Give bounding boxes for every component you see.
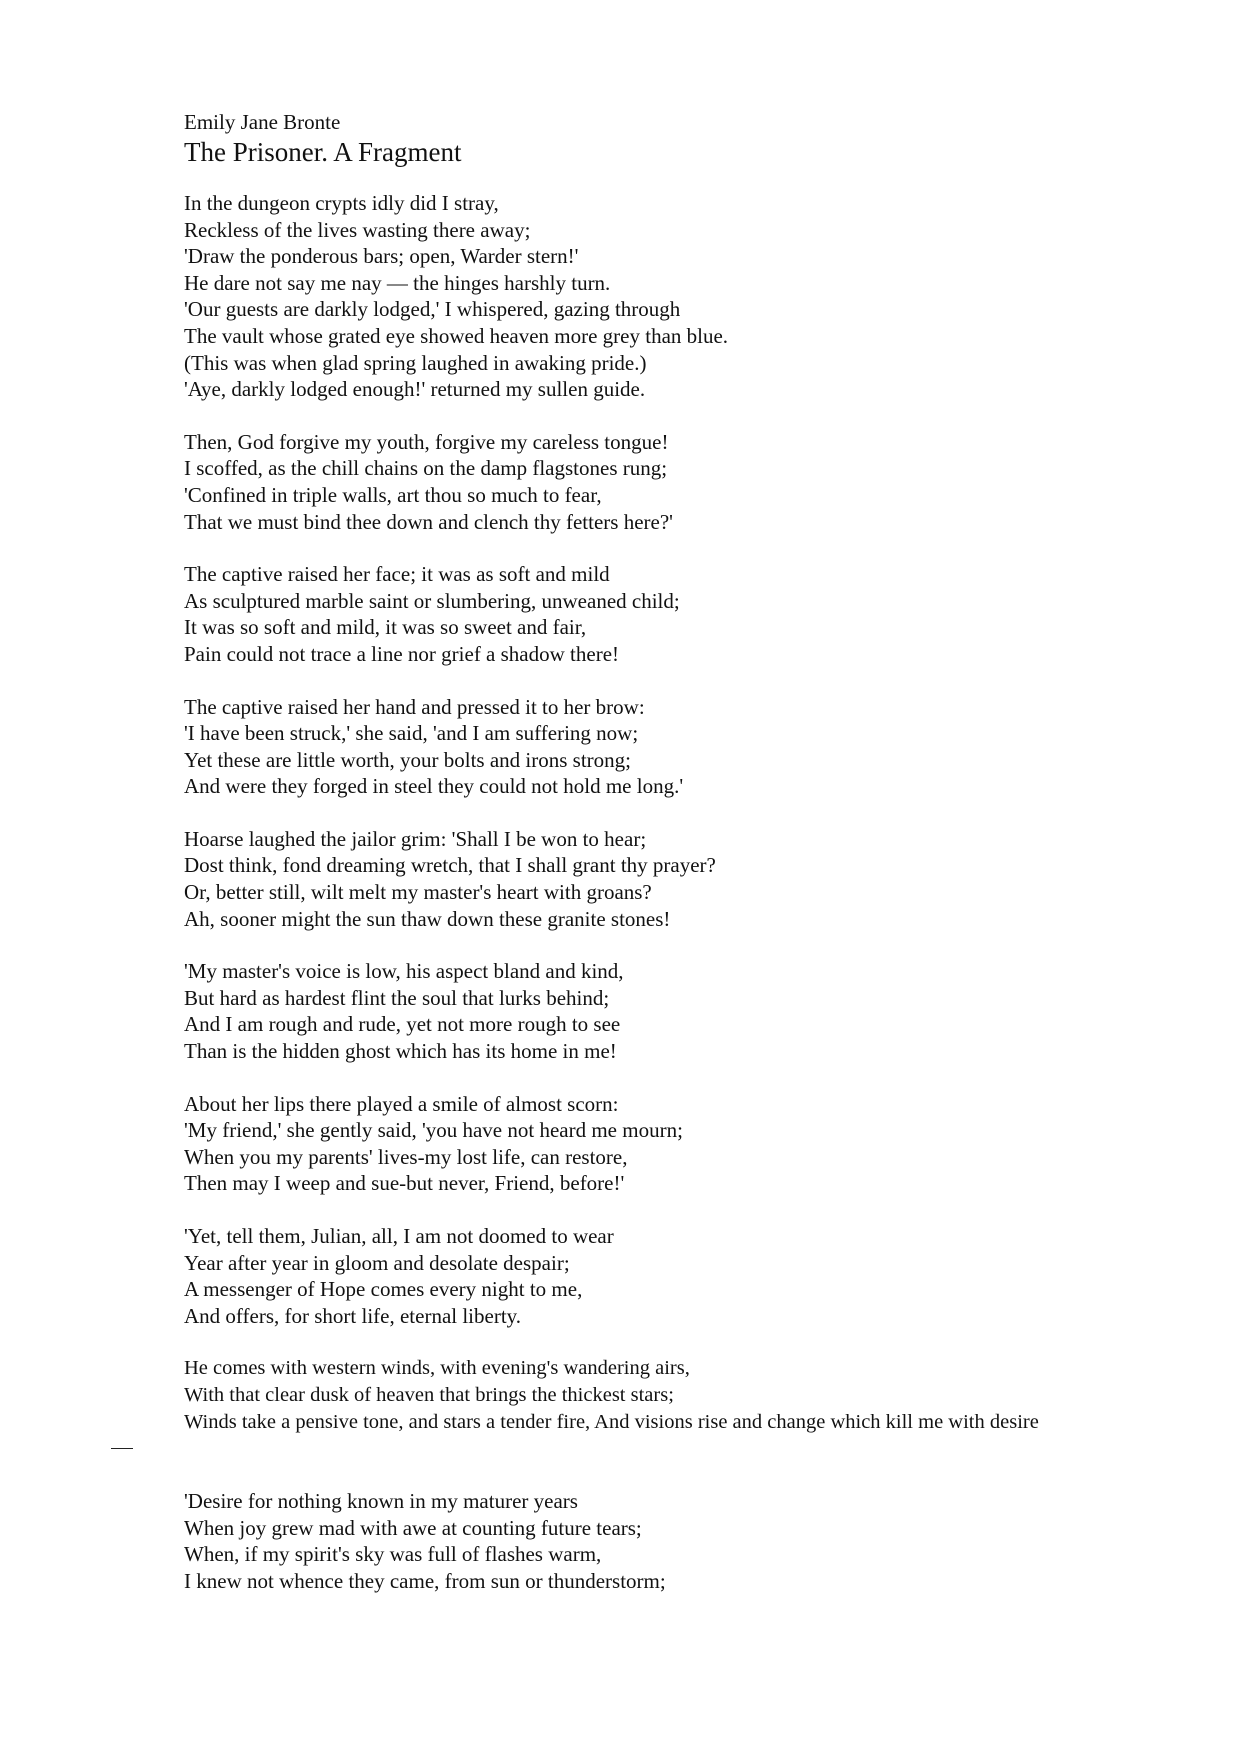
author-name: Emily Jane Bronte	[184, 110, 341, 134]
poem-page	[184, 109, 1224, 1621]
poem-line: The captive raised her hand and pressed it to her brow:	[184, 694, 645, 719]
poem-line: I scoffed, as the chill chains on the damp flagstones rung;	[184, 456, 668, 481]
poem-line: Reckless of the lives wasting there away;	[184, 217, 531, 242]
poem-line: With that clear dusk of heaven that brings the thickest stars;	[184, 1383, 674, 1406]
stanza	[184, 429, 1224, 535]
poem-line: 'Confined in triple walls, art thou so much to fear,	[184, 482, 602, 507]
poem-line: That we must bind thee down and clench thy fetters here?'	[184, 509, 673, 534]
margin-dash	[111, 1448, 133, 1449]
poem-line: He comes with western winds, with evening's wandering airs,	[184, 1357, 690, 1380]
poem-line: When joy grew mad with awe at counting future tears;	[184, 1515, 642, 1540]
poem-line: Winds take a pensive tone, and stars a tender fire, And visions rise and change which kill me with desire	[184, 1410, 1039, 1433]
poem-line: 'My friend,' she gently said, 'you have not heard me mourn;	[184, 1118, 683, 1143]
poem-line: Pain could not trace a line nor grief a shadow there!	[184, 641, 620, 666]
poem-line: And were they forged in steel they could not hold me long.'	[184, 774, 684, 799]
poem-line: The vault whose grated eye showed heaven more grey than blue.	[184, 323, 729, 348]
poem-line: When, if my spirit's sky was full of flashes warm,	[184, 1542, 602, 1567]
poem-line: 'Our guests are darkly lodged,' I whispered, gazing through	[184, 297, 681, 322]
poem-line: The captive raised her face; it was as soft and mild	[184, 562, 610, 587]
poem-line: When you my parents' lives-my lost life, can restore,	[184, 1144, 628, 1169]
poem-line: 'I have been struck,' she said, 'and I am suffering now;	[184, 721, 639, 746]
poem-line: Then may I weep and sue-but never, Friend, before!'	[184, 1171, 625, 1196]
poem-line: Year after year in gloom and desolate despair;	[184, 1250, 570, 1275]
stanza	[184, 694, 1224, 800]
poem-line: Yet these are little worth, your bolts and irons strong;	[184, 747, 631, 772]
poem-line: 'Yet, tell them, Julian, all, I am not doomed to wear	[184, 1224, 614, 1248]
poem-line: Dost think, fond dreaming wretch, that I shall grant thy prayer?	[184, 853, 716, 878]
stanza	[184, 561, 1224, 667]
poem-line: In the dungeon crypts idly did I stray,	[184, 191, 499, 215]
poem-line: Or, better still, wilt melt my master's heart with groans?	[184, 880, 652, 905]
poem-line: 'Desire for nothing known in my maturer years	[184, 1489, 578, 1514]
poem-line: A messenger of Hope comes every night to me,	[184, 1277, 583, 1302]
poem-line: Hoarse laughed the jailor grim: 'Shall I be won to hear;	[184, 826, 647, 851]
poem-line: I knew not whence they came, from sun or thunderstorm;	[184, 1568, 666, 1593]
poem-line: 'Aye, darkly lodged enough!' returned my sullen guide.	[184, 377, 646, 402]
stanza	[184, 1355, 1224, 1435]
poem-line: It was so soft and mild, it was so sweet and fair,	[184, 615, 587, 640]
poem-line: Ah, sooner might the sun thaw down these granite stones!	[184, 906, 671, 931]
stanza	[184, 958, 1224, 1064]
stanza	[184, 1091, 1224, 1197]
poem-line: And offers, for short life, eternal liberty.	[184, 1303, 522, 1328]
poem-line: And I am rough and rude, yet not more rough to see	[184, 1012, 621, 1037]
poem-title: The Prisoner. A Fragment	[184, 137, 462, 167]
poem-line: Then, God forgive my youth, forgive my careless tongue!	[184, 429, 669, 454]
poem-line: As sculptured marble saint or slumbering, unweaned child;	[184, 588, 680, 613]
stanza	[184, 826, 1224, 932]
poem-line: 'Draw the ponderous bars; open, Warder stern!'	[184, 244, 579, 269]
poem-line: About her lips there played a smile of almost scorn:	[184, 1091, 619, 1116]
poem-line: (This was when glad spring laughed in awaking pride.)	[184, 350, 647, 375]
poem-line: 'My master's voice is low, his aspect bland and kind,	[184, 959, 624, 984]
stanza	[184, 190, 1224, 403]
poem-line: He dare not say me nay — the hinges harshly turn.	[184, 270, 611, 295]
stanza	[184, 1223, 1224, 1329]
poem-line: But hard as hardest flint the soul that lurks behind;	[184, 985, 610, 1010]
stanza	[184, 1488, 1224, 1594]
poem-line: Than is the hidden ghost which has its home in me!	[184, 1039, 617, 1064]
